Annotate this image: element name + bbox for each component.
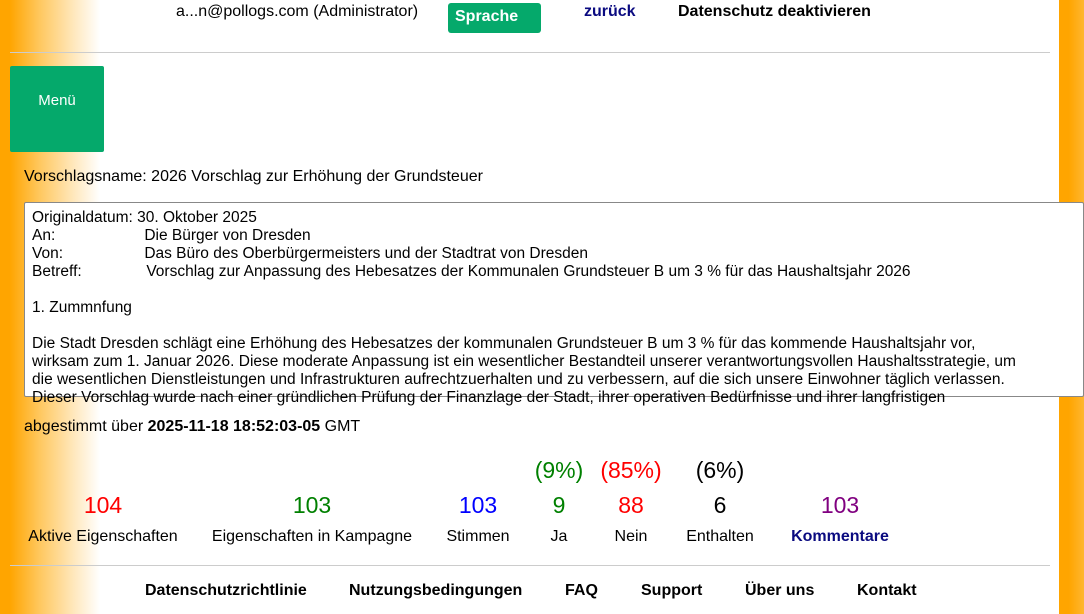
from-value: Das Büro des Oberbürgermeisters und der Stadtrat von Dresden xyxy=(144,245,589,262)
no-percent: (85%) xyxy=(600,457,662,483)
menu-button[interactable]: Menü xyxy=(10,66,104,152)
subject-value: Vorschlag zur Anpassung des Hebesatzes der Kommunalen Grundsteuer B um 3 % für das Haushaltsjahr 2026 xyxy=(146,263,911,280)
document-date-row xyxy=(32,209,1076,227)
voted-prefix: abgestimmt über xyxy=(24,418,144,435)
paragraph-line: Dieser Vorschlag wurde nach einer gründlichen Prüfung der Finanzlage der Stadt, ihrer operativen Bedürfnisse und ihrer langfristigen xyxy=(32,389,946,406)
active-properties-count: 104 xyxy=(83,492,123,518)
from-key: Von: xyxy=(32,245,64,262)
no-count: 88 xyxy=(618,492,644,518)
paragraph-line: die wesentlichen Dienstleistungen und Infrastrukturen aufrechtzuerhalten und zu verbessern, auf die sich unsere Einwohner täglich verlassen. xyxy=(32,371,1005,388)
comments-count: 103 xyxy=(820,492,860,518)
footer-link-support[interactable]: Support xyxy=(641,582,703,599)
abstain-label: Enthalten xyxy=(686,528,754,545)
footer-link-about[interactable]: Über uns xyxy=(745,582,815,599)
votes-label: Stimmen xyxy=(446,528,510,545)
voted-timestamp-line xyxy=(24,418,360,436)
to-key: An: xyxy=(32,227,56,244)
subject-key: Betreff: xyxy=(32,263,82,280)
yes-percent: (9%) xyxy=(534,457,584,483)
campaign-properties-count: 103 xyxy=(292,492,332,518)
footer-link-contact[interactable]: Kontakt xyxy=(857,582,917,599)
top-bar xyxy=(0,0,1059,52)
header-divider xyxy=(10,52,1050,53)
back-link[interactable]: zurück xyxy=(584,3,636,20)
yes-count: 9 xyxy=(552,492,566,518)
proposal-document-textarea[interactable] xyxy=(24,202,1084,406)
footer-link-privacy-policy[interactable]: Datenschutzrichtlinie xyxy=(145,582,307,599)
date-value: 30. Oktober 2025 xyxy=(137,209,257,226)
no-label: Nein xyxy=(614,528,648,545)
voted-timestamp: 2025-11-18 18:52:03-05 xyxy=(147,418,321,435)
voted-suffix: GMT xyxy=(324,418,361,435)
document-to-row xyxy=(32,227,1076,245)
yes-label: Ja xyxy=(550,528,568,545)
comments-link[interactable]: Kommentare xyxy=(791,528,889,545)
abstain-percent: (6%) xyxy=(695,457,745,483)
document-from-row xyxy=(32,245,1076,263)
section-heading: 1. Zummnfung xyxy=(32,299,132,316)
disable-privacy-link[interactable]: Datenschutz deaktivieren xyxy=(678,3,871,20)
footer-link-faq[interactable]: FAQ xyxy=(565,582,598,599)
date-key: Originaldatum: xyxy=(32,209,133,226)
paragraph-line: Die Stadt Dresden schlägt eine Erhöhung des Hebesatzes der kommunalen Grundsteuer B um 3 % für das kommende Haushaltsjahr vor, xyxy=(32,335,976,352)
active-properties-label: Aktive Eigenschaften xyxy=(28,528,178,545)
proposal-name: Vorschlagsname: 2026 Vorschlag zur Erhöhung der Grundsteuer xyxy=(24,168,483,185)
campaign-properties-label: Eigenschaften in Kampagne xyxy=(211,528,413,545)
paragraph-line: wirksam zum 1. Januar 2026. Diese moderate Anpassung ist ein wesentlicher Bestandteil unserer verantwortungsvollen Haushaltsstrategie, um xyxy=(32,353,1016,370)
language-button[interactable]: Sprache xyxy=(448,3,541,33)
document-subject-row xyxy=(32,263,1076,281)
user-account-label: a...n@pollogs.com (Administrator) xyxy=(176,3,419,20)
footer-divider xyxy=(10,565,1050,566)
to-value: Die Bürger von Dresden xyxy=(144,227,311,244)
footer-link-terms[interactable]: Nutzungsbedingungen xyxy=(349,582,523,599)
votes-count: 103 xyxy=(458,492,498,518)
abstain-count: 6 xyxy=(713,492,727,518)
